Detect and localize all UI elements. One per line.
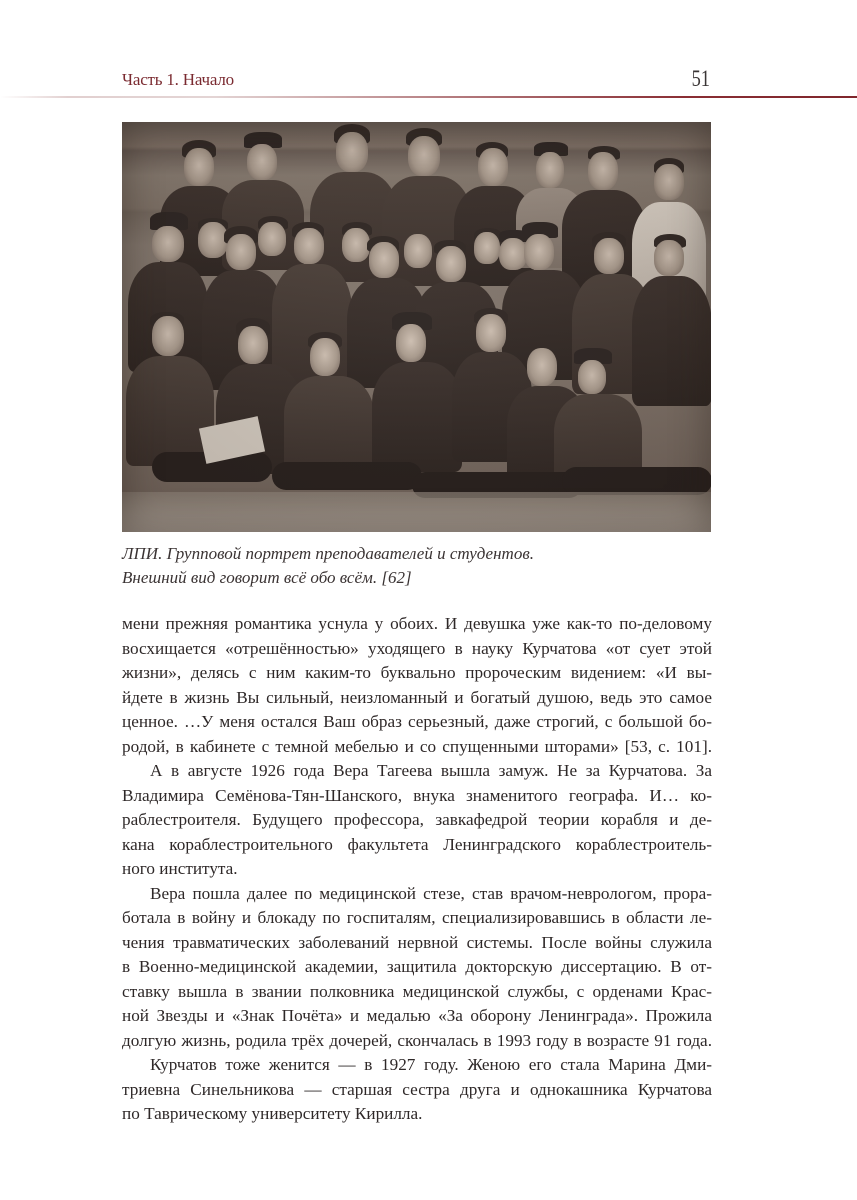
text-line: в Военно-медицинской академии, защитила докторскую диссертацию. В от- [122, 957, 712, 976]
text-line: кана кораблестроительного факультета Ленинградского кораблестроитель- [122, 834, 712, 854]
text-line: жизни», делясь с ним каким-то буквально пророческим видением: «И вы- [122, 663, 712, 682]
text-line: ного института. [122, 859, 238, 878]
text-line: мени прежняя романтика уснула у обоих. И девушка уже как-то по-деловому [122, 614, 712, 633]
text-line: Владимира Семёнова-Тян-Шанского, внука знаменитого географа. И… ко- [122, 785, 712, 805]
figure-caption [122, 542, 722, 590]
running-head [122, 66, 712, 94]
text-line: по Таврическому университету Кирилла. [122, 1104, 423, 1123]
text-line: ботала в войну и блокаду по госпиталям, специализировавшись в области ле- [122, 908, 712, 927]
paragraph [122, 759, 712, 882]
header-rule-divider [0, 96, 857, 98]
text-line: восхищается «отрешённостью» уходящего в науку Курчатова «от сует этой [122, 638, 712, 658]
group-portrait-photo [122, 122, 711, 532]
section-title: Часть 1. Начало [122, 70, 234, 89]
text-line: А в августе 1926 года Вера Тагеева вышла замуж. Не за Курчатова. За [150, 761, 712, 780]
text-line: ной Звезды и «Знак Почёта» и медалью «За оборону Ленинграда». Прожила [122, 1006, 712, 1025]
paragraph [122, 1053, 712, 1127]
text-line: триевна Синельникова — старшая сестра друга и однокашника Курчатова [122, 1079, 712, 1099]
caption-line: Внешний вид говорит всё обо всём. [62] [122, 568, 412, 587]
text-line: Вера пошла далее по медицинской стезе, став врачом-неврологом, прора- [150, 883, 712, 903]
photo-vignette [122, 122, 711, 532]
text-line: долгую жизнь, родила трёх дочерей, скончалась в 1993 году в возрасте 91 года. [122, 1030, 712, 1050]
text-line: Курчатов тоже женится — в 1927 году. Женою его стала Марина Дми- [150, 1055, 712, 1074]
text-line: раблестроителя. Будущего профессора, завкафедрой теории корабля и де- [122, 810, 712, 829]
paragraph [122, 882, 712, 1054]
text-line: йдете в жизнь Вы сильный, неизломанный и богатый душою, ведь это самое [122, 687, 712, 707]
text-line: родой, в кабинете с темной мебелью и со спущенными шторами» [53, с. 101]. [122, 736, 712, 756]
text-line: ценное. …У меня остался Ваш образ серьезный, даже строгий, с большой бо- [122, 712, 712, 731]
page-number: 51 [691, 66, 710, 91]
caption-line: ЛПИ. Групповой портрет преподавателей и студентов. [122, 544, 534, 563]
body-text [122, 612, 712, 1127]
text-line: ставку вышла в звании полковника медицинской службы, с орденами Крас- [122, 981, 712, 1001]
text-line: чения травматических заболеваний нервной системы. После войны служила [122, 932, 712, 952]
paragraph [122, 612, 712, 759]
